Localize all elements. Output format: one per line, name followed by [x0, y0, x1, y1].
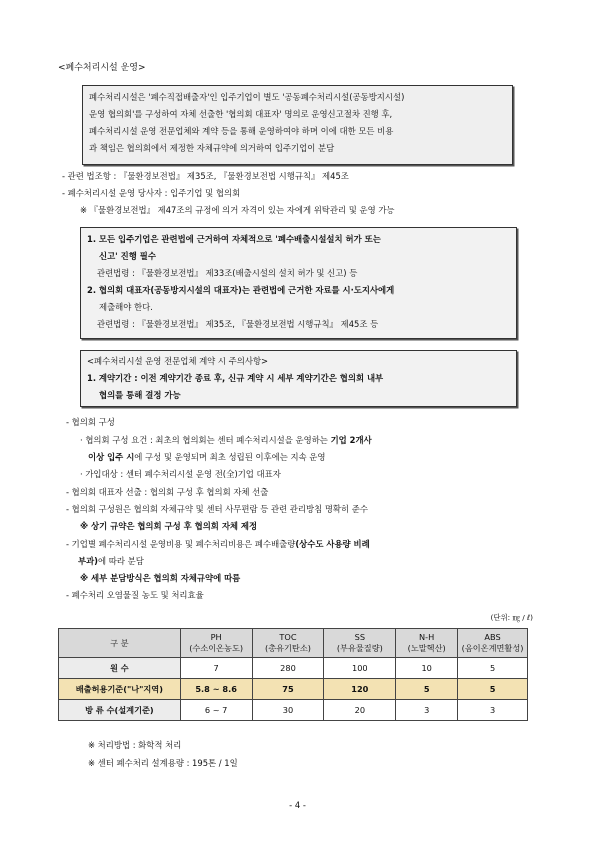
table-cell: 20 [324, 700, 396, 721]
requirement-emphasis: 기업 2개사 [330, 435, 372, 445]
cost-sharing-note: ※ 세부 분담방식은 협의회 자체규약에 따름 [80, 573, 241, 583]
requirement-emphasis: 이상 입주 시 [88, 452, 135, 462]
cost-emphasis: (상수도 사용량 비례 [295, 539, 370, 549]
requirement-item-cont: 신고' 진행 필수 [99, 251, 156, 261]
header-cell: N-H (노말헥산) [396, 629, 458, 658]
requirement-item: 2. 협의회 대표자(공동방지시설의 대표자)는 관련법에 근거한 자료를 시·도지사에게 [87, 285, 395, 295]
contract-caution-box [80, 350, 517, 407]
law-reference: 관련법령 : 『물환경보전법』 제33조(배출시설의 설치 허가 및 신고) 등 [97, 268, 358, 278]
table-header-row [59, 629, 528, 658]
requirement-item: 1. 모든 입주기업은 관련법에 근거하여 자체적으로 '폐수배출시설설치 허가 또는 [87, 234, 381, 244]
table-cell: 10 [396, 658, 458, 679]
table-cell: 3 [458, 700, 528, 721]
page-number: - 4 - [289, 800, 306, 810]
intro-box [82, 85, 513, 165]
council-requirement [80, 432, 372, 449]
compliance-note: ※ 상기 규약은 협의회 구성 후 협의회 자체 제정 [80, 521, 258, 531]
header-cell: 구 분 [59, 629, 181, 658]
law-reference: 관련법령 : 『물환경보전법』 제35조, 『물환경보전법 시행규칙』 제45조 등 [97, 319, 379, 329]
table-cell: 100 [324, 658, 396, 679]
table-cell: 3 [396, 700, 458, 721]
membership-target: · 가입대상 : 센터 폐수처리시설 운영 전(全)기업 대표자 [80, 469, 281, 479]
header-cell: PH (수소이온농도) [180, 629, 252, 658]
cost-text: - 기업별 폐수처리시설 운영비용 및 폐수처리비용은 폐수배출량 [66, 539, 296, 549]
caution-item: 1. 계약기간 : 이전 계약기간 종료 후, 신규 계약 시 세부 계약기간은 협의회 내부 [87, 373, 384, 383]
table-row [59, 658, 528, 679]
table-cell: 75 [252, 679, 324, 700]
intro-line: 폐수처리시설 운영 전문업체와 계약 등을 통해 운영하여야 하며 이에 대한 모든 비용 [89, 126, 394, 136]
table-cell: 5 [396, 679, 458, 700]
row-label: 원 수 [59, 658, 181, 679]
outsourcing-note: ※ 『물환경보전법』 제47조의 규정에 의거 자격이 있는 자에게 위탁관리 및 운영 가능 [80, 205, 395, 215]
table-row-highlight [59, 679, 528, 700]
header-cell: ABS (음이온계면활성) [458, 629, 528, 658]
requirements-box [80, 227, 517, 339]
unit-label: (단위: ㎎ / ℓ) [490, 613, 533, 622]
cost-sharing-cont [78, 553, 144, 570]
table-cell: 30 [252, 700, 324, 721]
table-cell: 6 ~ 7 [180, 700, 252, 721]
header-cell: SS (부유물질량) [324, 629, 396, 658]
treatment-method-note: ※ 처리방법 : 화학적 처리 [88, 740, 182, 750]
council-requirement-cont [88, 449, 326, 466]
section-title: <폐수처리시설 운영> [58, 63, 146, 73]
header-cell: TOC (총유기탄소) [252, 629, 324, 658]
council-formation: - 협의회 구성 [66, 417, 115, 427]
table-cell: 280 [252, 658, 324, 679]
table-cell: 120 [324, 679, 396, 700]
table-cell: 5 [458, 658, 528, 679]
design-capacity-note: ※ 센터 폐수처리 설계용량 : 195톤 / 1일 [88, 758, 238, 768]
intro-line: 과 책임은 협의회에서 제정한 자체규약에 의거하여 입주기업이 분담 [89, 143, 335, 153]
caution-title: <폐수처리시설 운영 전문업체 계약 시 주의사항> [87, 356, 269, 366]
row-label: 방 류 수(설계기준) [59, 700, 181, 721]
cost-emphasis: 부과) [78, 556, 99, 566]
representative-election: - 협의회 대표자 선출 : 협의회 구성 후 협의회 자체 선출 [66, 487, 269, 497]
intro-line: 폐수처리시설은 '폐수직접배출자'인 입주기업이 별도 '공동폐수처리시설(공동방지시설) [89, 92, 405, 102]
table-cell: 7 [180, 658, 252, 679]
table-row [59, 700, 528, 721]
requirement-item-cont: 제출해야 한다. [99, 302, 153, 312]
pollutant-heading: - 폐수처리 오염물질 농도 및 처리효율 [66, 590, 204, 600]
intro-line: 운영 협의회'를 구성하여 자체 선출한 '협의회 대표자' 명의로 운영신고절차 진행 후, [89, 109, 393, 119]
requirement-text: 에 구성 및 운영되며 최초 성립된 이후에는 지속 운영 [134, 452, 326, 462]
caution-item-cont: 협의를 통해 결정 가능 [99, 390, 181, 400]
cost-sharing-line [66, 536, 370, 553]
operator-line: - 폐수처리시설 운영 당사자 : 입주기업 및 협의회 [62, 188, 241, 198]
law-reference: - 관련 법조항 : 『물환경보전법』 제35조, 『물환경보전법 시행규칙』 제45조 [62, 171, 349, 181]
compliance-line: - 협의회 구성원은 협의회 자체규약 및 센터 사무편람 등 관련 관리방침 명확히 준수 [66, 504, 368, 514]
row-label: 배출허용기준("나"지역) [59, 679, 181, 700]
table-cell: 5.8 ~ 8.6 [180, 679, 252, 700]
pollutant-table [58, 628, 528, 721]
table-cell: 5 [458, 679, 528, 700]
cost-text: 에 따라 분담 [98, 556, 144, 566]
requirement-text: · 협의회 구성 요건 : 최초의 협의회는 센터 폐수처리시설을 운영하는 [80, 435, 328, 445]
